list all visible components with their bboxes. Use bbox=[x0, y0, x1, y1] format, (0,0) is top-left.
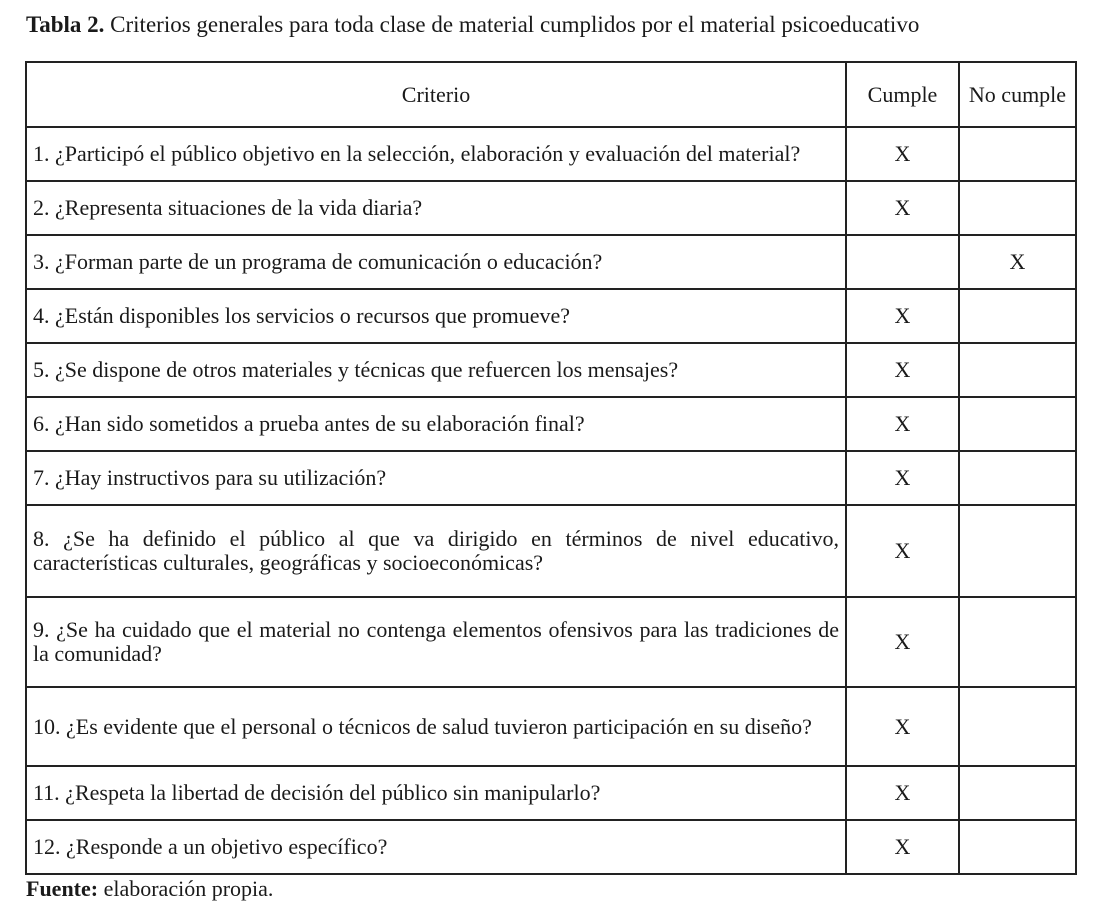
header-no-cumple: No cumple bbox=[959, 62, 1076, 127]
cumple-cell: X bbox=[846, 505, 959, 597]
cumple-cell: X bbox=[846, 687, 959, 766]
table-row bbox=[26, 505, 1076, 597]
criterio-cell: 9. ¿Se ha cuidado que el material no contenga elementos ofensivos para las tradiciones de la comunidad? bbox=[26, 597, 846, 687]
no-cumple-cell bbox=[959, 289, 1076, 343]
table-row bbox=[26, 451, 1076, 505]
no-cumple-cell bbox=[959, 451, 1076, 505]
table-caption-label: Tabla 2. bbox=[26, 12, 105, 37]
header-cumple: Cumple bbox=[846, 62, 959, 127]
criterio-cell: 7. ¿Hay instructivos para su utilización? bbox=[26, 451, 846, 505]
criterio-cell: 6. ¿Han sido sometidos a prueba antes de su elaboración final? bbox=[26, 397, 846, 451]
source-note bbox=[26, 874, 273, 904]
no-cumple-cell bbox=[959, 687, 1076, 766]
table-row bbox=[26, 687, 1076, 766]
table-row bbox=[26, 181, 1076, 235]
no-cumple-cell bbox=[959, 505, 1076, 597]
no-cumple-cell: X bbox=[959, 235, 1076, 289]
table-row bbox=[26, 766, 1076, 820]
table-row bbox=[26, 397, 1076, 451]
cumple-cell: X bbox=[846, 289, 959, 343]
no-cumple-cell bbox=[959, 343, 1076, 397]
source-label: Fuente: bbox=[26, 876, 99, 901]
criterio-cell: 5. ¿Se dispone de otros materiales y técnicas que refuercen los mensajes? bbox=[26, 343, 846, 397]
cumple-cell: X bbox=[846, 451, 959, 505]
criterio-cell: 8. ¿Se ha definido el público al que va dirigido en términos de nivel educativo, características culturales, geográficas y socioeconómicas? bbox=[26, 505, 846, 597]
no-cumple-cell bbox=[959, 181, 1076, 235]
cumple-cell: X bbox=[846, 766, 959, 820]
cumple-cell: X bbox=[846, 181, 959, 235]
table-row bbox=[26, 597, 1076, 687]
criterio-cell: 11. ¿Respeta la libertad de decisión del público sin manipularlo? bbox=[26, 766, 846, 820]
table-caption bbox=[26, 10, 919, 40]
table-row bbox=[26, 343, 1076, 397]
no-cumple-cell bbox=[959, 766, 1076, 820]
cumple-cell bbox=[846, 235, 959, 289]
table-row bbox=[26, 235, 1076, 289]
table-row bbox=[26, 820, 1076, 874]
table-row bbox=[26, 289, 1076, 343]
cumple-cell: X bbox=[846, 820, 959, 874]
criteria-table bbox=[25, 61, 1077, 875]
criterio-cell: 12. ¿Responde a un objetivo específico? bbox=[26, 820, 846, 874]
source-text: elaboración propia. bbox=[98, 876, 274, 901]
cumple-cell: X bbox=[846, 597, 959, 687]
no-cumple-cell bbox=[959, 127, 1076, 181]
header-criterio: Criterio bbox=[26, 62, 846, 127]
criterio-cell: 4. ¿Están disponibles los servicios o recursos que promueve? bbox=[26, 289, 846, 343]
criterio-cell: 10. ¿Es evidente que el personal o técnicos de salud tuvieron participación en su diseño? bbox=[26, 687, 846, 766]
no-cumple-cell bbox=[959, 397, 1076, 451]
criterio-cell: 2. ¿Representa situaciones de la vida diaria? bbox=[26, 181, 846, 235]
cumple-cell: X bbox=[846, 127, 959, 181]
criterio-cell: 1. ¿Participó el público objetivo en la selección, elaboración y evaluación del material? bbox=[26, 127, 846, 181]
no-cumple-cell bbox=[959, 597, 1076, 687]
table-row bbox=[26, 127, 1076, 181]
table-header-row bbox=[26, 62, 1076, 127]
cumple-cell: X bbox=[846, 397, 959, 451]
criterio-cell: 3. ¿Forman parte de un programa de comunicación o educación? bbox=[26, 235, 846, 289]
table-caption-text: Criterios generales para toda clase de material cumplidos por el material psicoeducativo bbox=[104, 12, 920, 37]
cumple-cell: X bbox=[846, 343, 959, 397]
no-cumple-cell bbox=[959, 820, 1076, 874]
